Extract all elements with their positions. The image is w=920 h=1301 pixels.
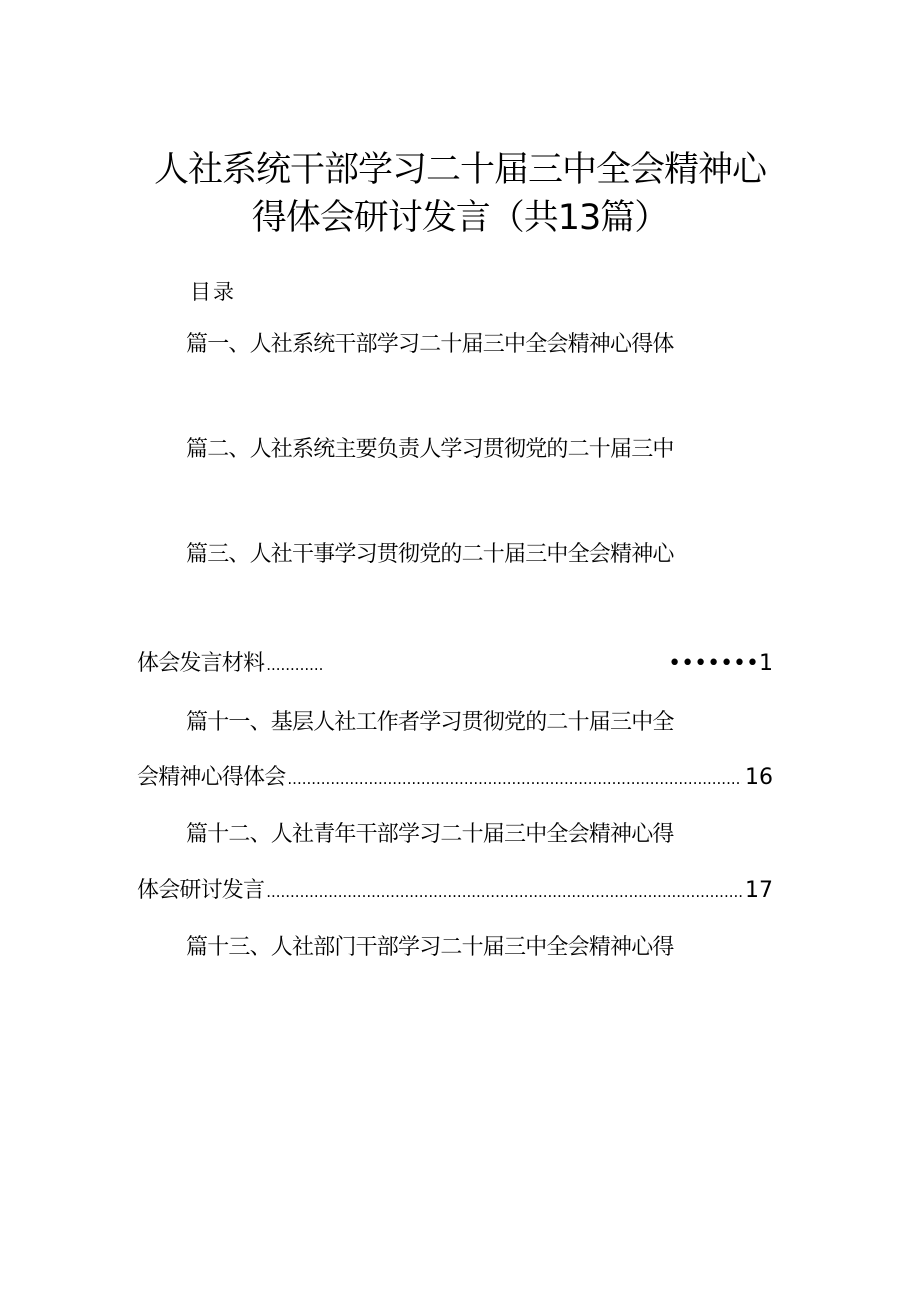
toc-entry-1: 篇一、人社系统干部学习二十届三中全会精神心得体 (186, 332, 674, 357)
toc-leader-dots (287, 764, 742, 794)
toc-entry-text: 会精神心得体会 (137, 765, 286, 790)
toc-entry-3: 篇三、人社干事学习贯彻党的二十届三中全会精神心 (186, 542, 674, 567)
toc-leader-bullets: ••••••• (668, 651, 759, 676)
toc-entry-13: 篇十三、人社部门干部学习二十届三中全会精神心得 (186, 935, 674, 960)
toc-page-number: 16 (745, 765, 773, 790)
document-title-line-1: 人社系统干部学习二十届三中全会精神心 (153, 150, 766, 190)
toc-page-group (668, 649, 773, 679)
toc-entry-12: 篇十二、人社青年干部学习二十届三中全会精神心得 (186, 822, 674, 847)
toc-leader-dots (266, 877, 742, 907)
toc-page-number: 17 (745, 878, 773, 903)
toc-leader-dots: ............ (266, 656, 324, 674)
toc-entry-text: 体会研讨发言 (137, 878, 265, 903)
toc-entry-2: 篇二、人社系统主要负责人学习贯彻党的二十届三中 (186, 437, 674, 462)
toc-heading: 目录 (190, 280, 236, 304)
toc-entry-11-continuation (137, 763, 773, 794)
toc-page-number: 1 (759, 651, 773, 676)
toc-entry-text: 体会发言材料 (137, 651, 265, 676)
toc-entry-3-continuation (137, 649, 773, 680)
document-title-line-2: 得体会研讨发言（共13篇） (251, 198, 669, 238)
toc-entry-11: 篇十一、基层人社工作者学习贯彻党的二十届三中全 (186, 710, 674, 735)
toc-entry-12-continuation (137, 876, 773, 907)
